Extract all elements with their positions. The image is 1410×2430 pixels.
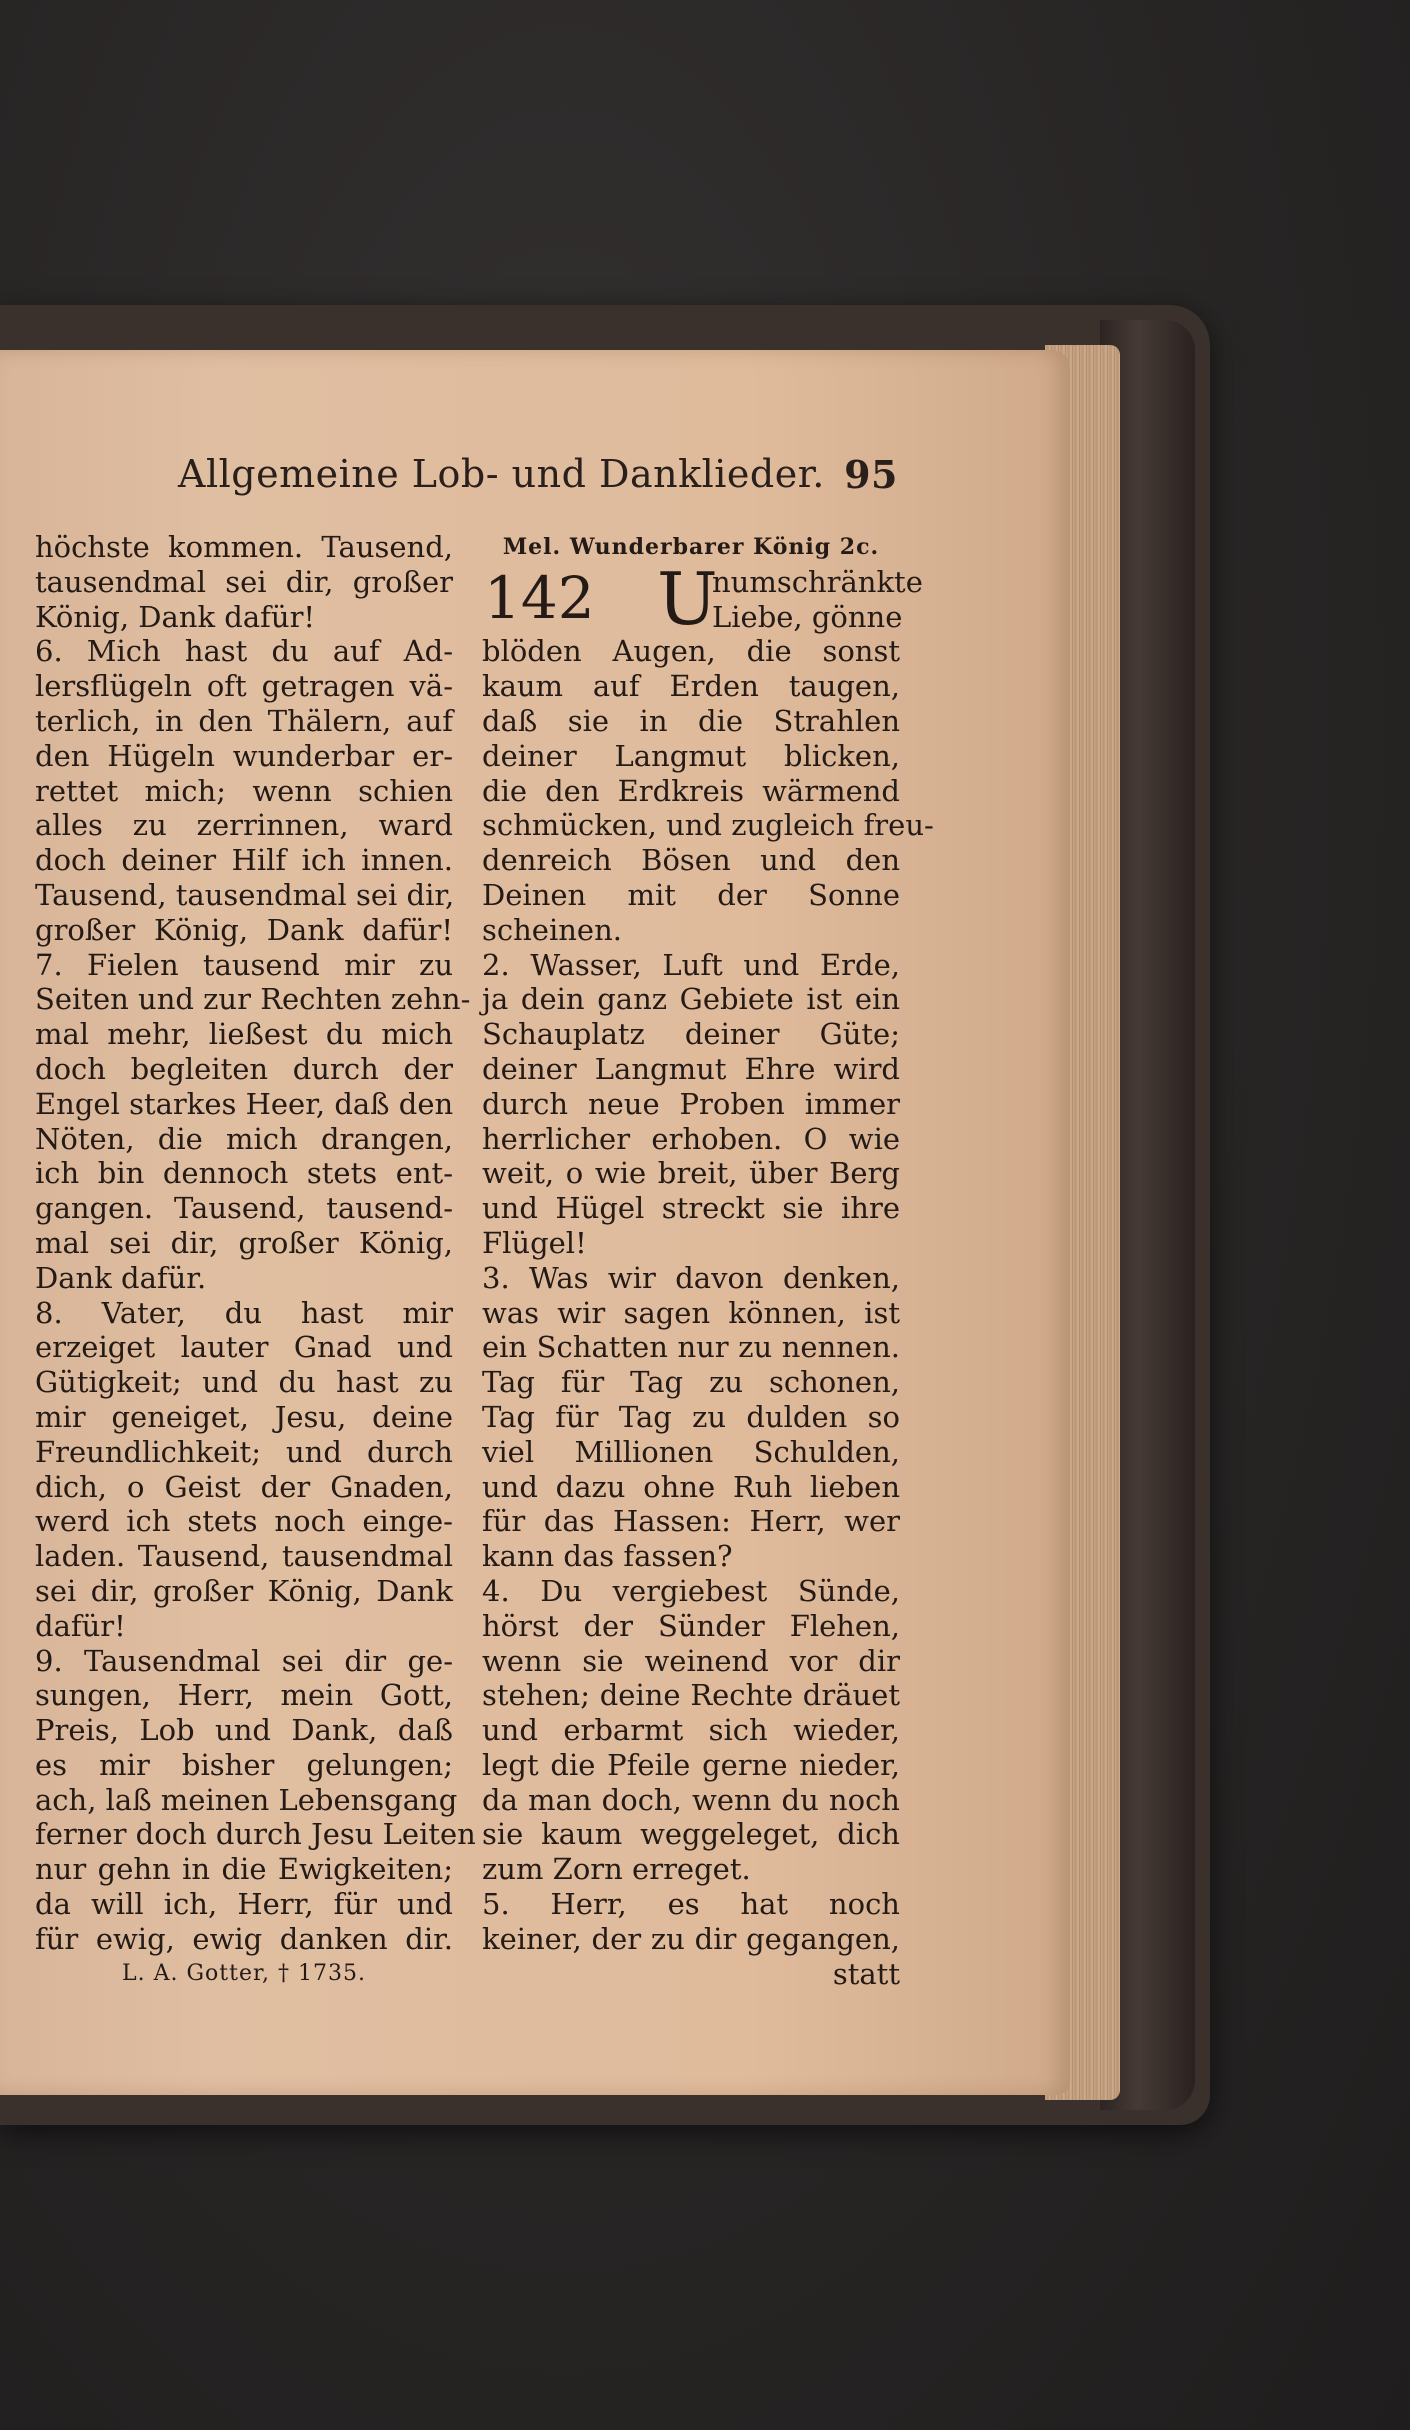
text-line: da man doch, wenn du noch	[482, 1782, 900, 1817]
text-line: ich bin dennoch stets ent-	[35, 1156, 453, 1191]
text-line: 4. Du vergiebest Sünde,	[482, 1573, 900, 1608]
hymn-number: 142	[484, 563, 595, 632]
text-line: doch deiner Hilf ich innen.	[35, 843, 453, 878]
text-line: scheinen.	[482, 912, 622, 947]
text-line: laden. Tausend, tausendmal	[35, 1539, 453, 1574]
text-line: erzeiget lauter Gnad und	[35, 1330, 453, 1365]
text-line: was wir sagen können, ist	[482, 1295, 900, 1330]
hymn-opening	[482, 556, 923, 641]
left-column	[35, 530, 476, 1991]
text-line: lersflügeln oft getragen vä-	[35, 669, 453, 704]
text-line: ja dein ganz Gebiete ist ein	[482, 982, 900, 1017]
text-line: deiner Langmut Ehre wird	[482, 1051, 900, 1086]
text-line: kann das fassen?	[482, 1539, 733, 1574]
catchword: statt	[832, 1956, 900, 1991]
text-line: alles zu zerrinnen, ward	[35, 808, 453, 843]
text-line: terlich, in den Thälern, auf	[35, 703, 453, 738]
text-line: Freundlichkeit; und durch	[35, 1434, 453, 1469]
text-line: kaum auf Erden taugen,	[482, 669, 900, 704]
text-line: mir geneiget, Jesu, deine	[35, 1399, 453, 1434]
text-line: mal mehr, ließest du mich	[35, 1017, 453, 1052]
text-line: es mir bisher gelungen;	[35, 1747, 453, 1782]
text-line: da will ich, Herr, für und	[35, 1887, 453, 1922]
text-line: keiner, der zu dir gegangen,	[482, 1921, 900, 1956]
text-line: 3. Was wir davon denken,	[482, 1260, 900, 1295]
text-line: 7. Fielen tausend mir zu	[35, 947, 453, 982]
hymn-first-line: numschränkte	[712, 564, 923, 599]
text-line: ein Schatten nur zu nennen.	[482, 1330, 900, 1365]
text-line: stehen; deine Rechte dräuet	[482, 1678, 900, 1713]
text-line: Deinen mit der Sonne	[482, 877, 900, 912]
text-line: sie kaum weggeleget, dich	[482, 1817, 900, 1852]
text-line: gangen. Tausend, tausend-	[35, 1191, 453, 1226]
text-line: wenn sie weinend vor dir	[482, 1643, 900, 1678]
text-line: rettet mich; wenn schien	[35, 773, 453, 808]
author-credit: L. A. Gotter, † 1735.	[121, 1960, 367, 1986]
running-head-title: Allgemeine Lob- und Danklieder.	[178, 452, 825, 496]
text-line: für ewig, ewig danken dir.	[35, 1921, 453, 1956]
melody-line: Mel. Wunderbarer König 2c.	[502, 534, 880, 560]
text-line: Nöten, die mich drangen,	[35, 1121, 453, 1156]
text-line: Flügel!	[482, 1225, 587, 1260]
page-number: 95	[844, 452, 898, 497]
text-line: werd ich stets noch einge-	[35, 1504, 453, 1539]
text-line: den Hügeln wunderbar er-	[35, 738, 453, 773]
text-line: schmücken, und zugleich freu-	[482, 808, 934, 843]
text-line: großer König, Dank dafür!	[35, 912, 453, 947]
text-line: höchste kommen. Tausend,	[35, 530, 453, 564]
text-line: 2. Wasser, Luft und Erde,	[482, 947, 900, 982]
text-line: dafür!	[35, 1608, 126, 1643]
text-line: und dazu ohne Ruh lieben	[482, 1469, 900, 1504]
text-line: ferner doch durch Jesu Leiten	[35, 1817, 476, 1852]
text-line: zum Zorn erreget.	[482, 1852, 751, 1887]
text-line: deiner Langmut blicken,	[482, 738, 900, 773]
text-line: Preis, Lob und Dank, daß	[35, 1713, 453, 1748]
text-line: König, Dank dafür!	[35, 599, 316, 634]
running-head	[178, 452, 918, 512]
right-column	[482, 530, 934, 1991]
text-line: 8. Vater, du hast mir	[35, 1295, 453, 1330]
text-line: Tag für Tag zu dulden so	[482, 1399, 900, 1434]
text-line: ach, laß meinen Lebensgang	[35, 1782, 458, 1817]
text-line: Tausend, tausendmal sei dir,	[35, 877, 455, 912]
text-line: die den Erdkreis wärmend	[482, 773, 900, 808]
text-line: Engel starkes Heer, daß den	[35, 1086, 454, 1121]
text-line: und erbarmt sich wieder,	[482, 1713, 900, 1748]
text-line: blöden Augen, die sonst	[482, 634, 900, 669]
text-line: Tag für Tag zu schonen,	[482, 1365, 900, 1400]
text-line: 6. Mich hast du auf Ad-	[35, 634, 453, 669]
text-line: denreich Bösen und den	[482, 843, 900, 878]
text-line: herrlicher erhoben. O wie	[482, 1121, 900, 1156]
text-line: hörst der Sünder Flehen,	[482, 1608, 900, 1643]
text-line: nur gehn in die Ewigkeiten;	[35, 1852, 453, 1887]
text-line: dich, o Geist der Gnaden,	[35, 1469, 453, 1504]
text-line: Dank dafür.	[35, 1260, 207, 1295]
right-column-lines	[482, 634, 934, 1991]
text-line: für das Hassen: Herr, wer	[482, 1504, 900, 1539]
text-line: Gütigkeit; und du hast zu	[35, 1365, 453, 1400]
hymn-second-line: Liebe, gönne	[712, 599, 903, 634]
text-line: sei dir, großer König, Dank	[35, 1573, 453, 1608]
text-line: sungen, Herr, mein Gott,	[35, 1678, 453, 1713]
text-line: viel Millionen Schulden,	[482, 1434, 900, 1469]
text-line: 9. Tausendmal sei dir ge-	[35, 1643, 453, 1678]
text-line: durch neue Proben immer	[482, 1086, 900, 1121]
text-line: Schauplatz deiner Güte;	[482, 1017, 900, 1052]
text-line: weit, o wie breit, über Berg	[482, 1156, 900, 1191]
text-line: daß sie in die Strahlen	[482, 703, 900, 738]
text-line: 5. Herr, es hat noch	[482, 1887, 900, 1922]
drop-capital: U	[657, 556, 718, 641]
text-line: und Hügel streckt sie ihre	[482, 1191, 900, 1226]
text-line: tausendmal sei dir, großer	[35, 564, 453, 599]
text-line: mal sei dir, großer König,	[35, 1225, 453, 1260]
text-line: Seiten und zur Rechten zehn-	[35, 982, 471, 1017]
text-line: doch begleiten durch der	[35, 1051, 453, 1086]
text-line: legt die Pfeile gerne nieder,	[482, 1747, 900, 1782]
